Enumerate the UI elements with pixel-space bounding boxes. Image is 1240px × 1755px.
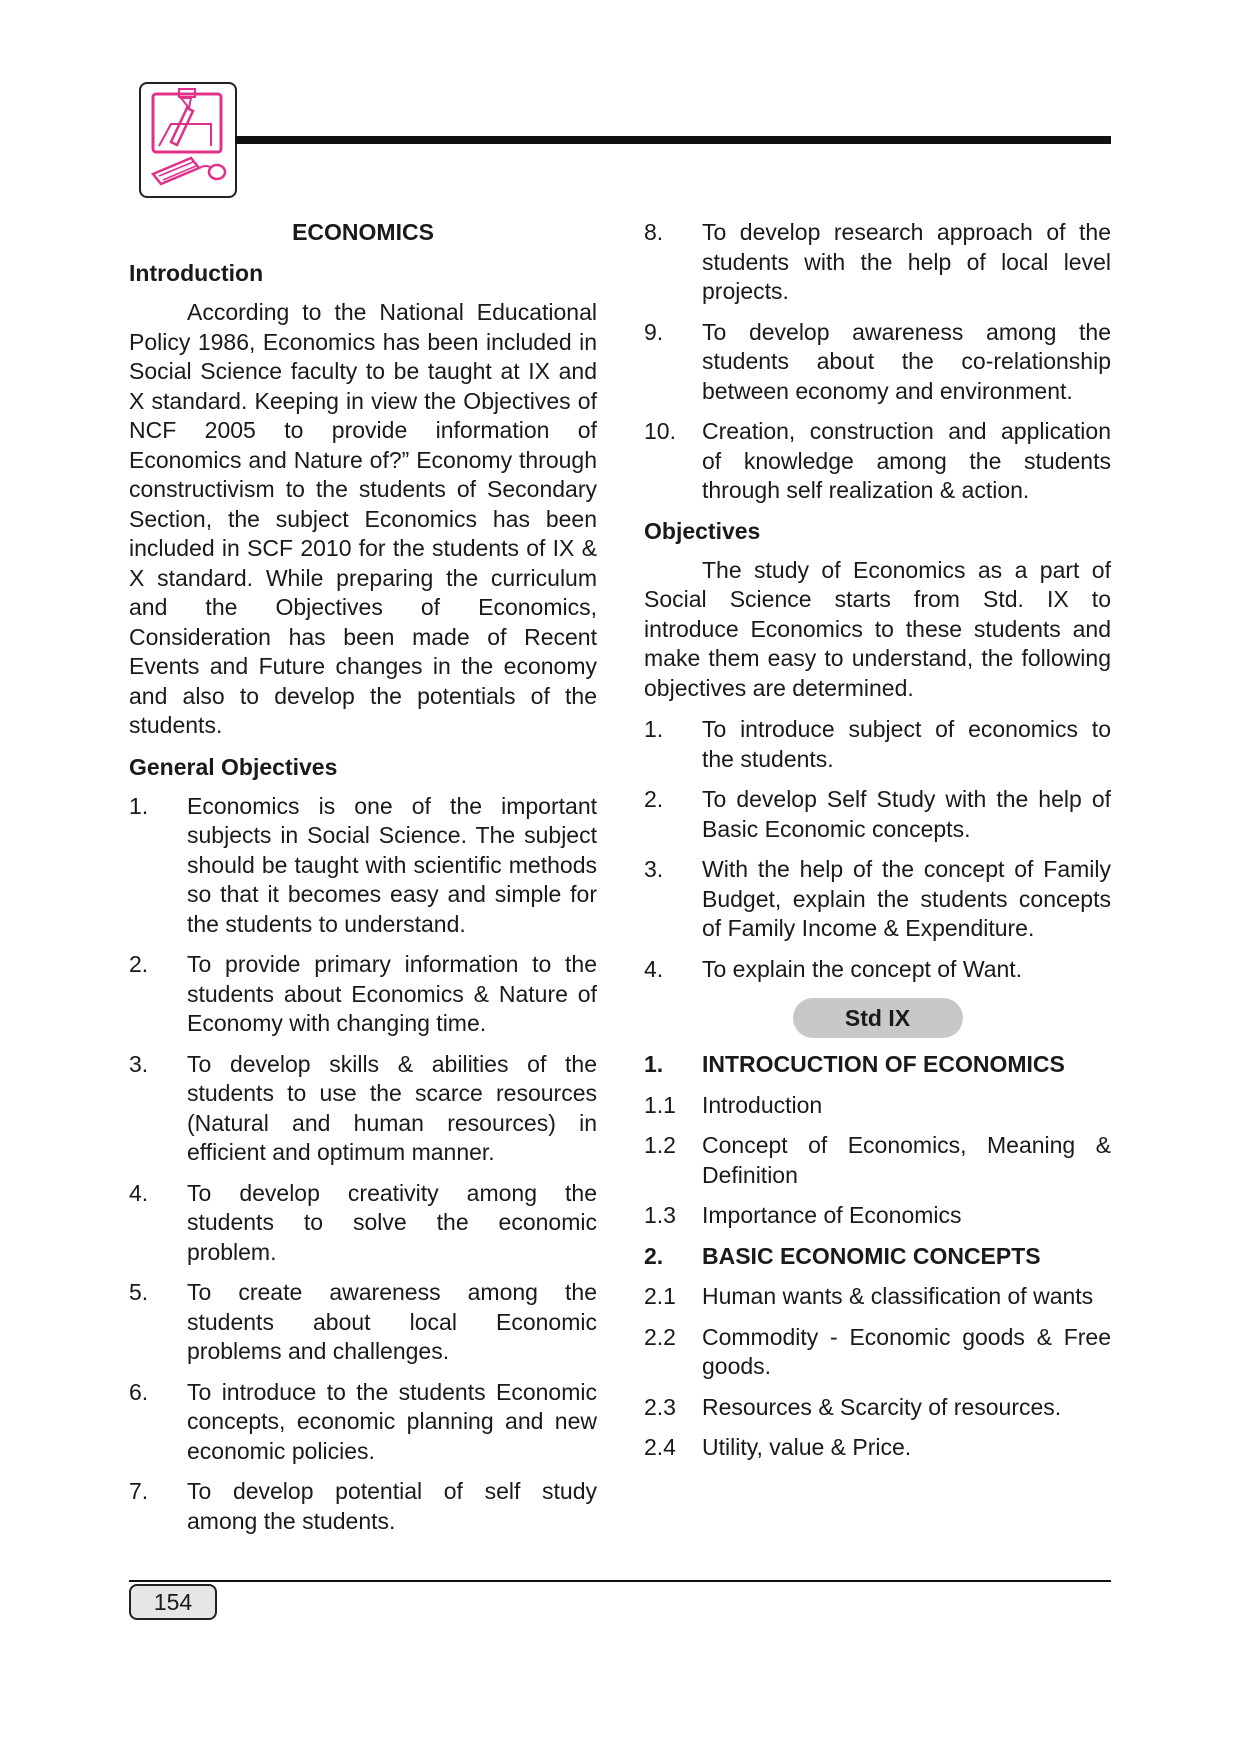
item-number: 10. (644, 418, 676, 444)
list-item (644, 855, 1111, 944)
item-number: 2. (644, 1242, 664, 1269)
page-number: 154 (129, 1584, 217, 1620)
item-number: 1.2 (644, 1132, 676, 1158)
list-item (644, 318, 1111, 407)
list-item (644, 955, 1111, 985)
item-text: To develop skills & abilities of the students to use the scarce resources (Natural and human resources) in efficient and optimum manner. (187, 1050, 597, 1165)
item-text: To introduce subject of economics to the students. (702, 716, 1111, 772)
syllabus-unit (644, 1050, 1111, 1080)
item-number: 2.4 (644, 1434, 676, 1460)
item-number: 9. (644, 318, 664, 345)
item-number: 2.2 (644, 1323, 676, 1350)
list-item (129, 1378, 597, 1467)
item-text: Concept of Economics, Meaning & Definition (702, 1132, 1111, 1188)
item-number: 2.3 (644, 1393, 676, 1420)
item-text: Importance of Economics (702, 1202, 962, 1228)
item-text: To develop creativity among the students to solve the economic problem. (187, 1179, 597, 1265)
syllabus-topic (644, 1131, 1111, 1190)
list-item (644, 715, 1111, 774)
item-number: 2. (644, 786, 664, 812)
computer-pencil-keyboard-icon (141, 84, 235, 196)
item-number: 7. (129, 1478, 149, 1504)
item-number: 8. (644, 219, 664, 245)
item-text: To explain the concept of Want. (702, 955, 1023, 982)
item-number: 5. (129, 1279, 149, 1305)
std-badge: Std IX (793, 998, 963, 1038)
item-text: Introduction (702, 1091, 823, 1118)
item-text: Utility, value & Price. (702, 1434, 912, 1460)
syllabus-topic (644, 1091, 1111, 1121)
item-text: Commodity - Economic goods & Free goods. (702, 1323, 1111, 1379)
item-text: To develop awareness among the students about the co-relationship between economy and environment. (702, 318, 1111, 404)
syllabus-topic (644, 1433, 1111, 1463)
item-number: 1. (644, 1051, 664, 1077)
logo (139, 82, 237, 198)
item-text: To develop potential of self study among the students. (187, 1478, 597, 1534)
introduction-paragraph: According to the National Educational Policy 1986, Economics has been included in Social Science faculty to be taught at IX and X standard. Keeping in view the Objectives of NCF 2005 to provide information of Economics and Nature of?” Economy through constructivism to the students of Secondary Section, the subject Economics has been included in SCF 2010 for the students of IX & X standard. While preparing the curriculum and the Objectives of Economics, Consideration has been made of Recent Events and Future changes in the economy and also to develop the potentials of the students. (129, 299, 597, 738)
header-rule (235, 136, 1111, 144)
list-item (129, 1278, 597, 1367)
list-item (129, 1050, 597, 1168)
syllabus-topic (644, 1201, 1111, 1231)
syllabus-unit (644, 1242, 1111, 1272)
item-text: Resources & Scarcity of resources. (702, 1393, 1062, 1420)
general-objectives-heading: General Objectives (129, 753, 338, 780)
objectives-paragraph: The study of Economics as a part of Social Science starts from Std. IX to introduce Economics to these students and make them easy to understand, the following objectives are determined. (644, 556, 1111, 701)
item-text: INTROCUCTION OF ECONOMICS (702, 1051, 1065, 1077)
footer-rule (129, 1580, 1111, 1582)
syllabus-topic (644, 1323, 1111, 1382)
list-item (644, 218, 1111, 307)
left-column (129, 218, 597, 1547)
item-text: Human wants & classification of wants (702, 1283, 1094, 1309)
item-text: To develop Self Study with the help of Basic Economic concepts. (702, 786, 1111, 842)
item-text: To provide primary information to the students about Economics & Nature of Economy with changing time. (187, 951, 597, 1036)
list-item (129, 792, 597, 940)
item-number: 1.3 (644, 1202, 676, 1228)
item-text: Economics is one of the important subjects in Social Science. The subject should be taught with scientific methods so that it becomes easy and simple for the students to understand. (187, 792, 597, 937)
item-text: With the help of the concept of Family Budget, explain the students concepts of Family Income & Expenditure. (702, 856, 1111, 941)
item-number: 2. (129, 951, 149, 977)
list-item (129, 1477, 597, 1536)
right-column (644, 218, 1111, 1474)
syllabus-topic (644, 1282, 1111, 1312)
item-text: To develop research approach of the students with the help of local level projects. (702, 219, 1111, 304)
item-number: 6. (129, 1378, 149, 1405)
item-number: 3. (129, 1050, 149, 1077)
introduction-heading: Introduction (129, 260, 264, 286)
item-number: 1. (129, 792, 149, 819)
item-number: 3. (644, 856, 664, 882)
syllabus-topic (644, 1393, 1111, 1423)
item-number: 4. (129, 1179, 149, 1206)
list-item (129, 1179, 597, 1268)
item-text: To create awareness among the students about local Economic problems and challenges. (187, 1279, 597, 1364)
objectives-heading: Objectives (644, 517, 761, 544)
item-text: To introduce to the students Economic concepts, economic planning and new economic policies. (187, 1378, 597, 1464)
list-item (129, 950, 597, 1039)
page-title: ECONOMICS (292, 219, 434, 245)
item-number: 2.1 (644, 1283, 676, 1309)
list-item (644, 417, 1111, 506)
item-number: 1.1 (644, 1091, 676, 1118)
item-text: Creation, construction and application of knowledge among the students through self realization & action. (702, 418, 1111, 503)
item-number: 1. (644, 716, 664, 742)
item-number: 4. (644, 955, 664, 982)
item-text: BASIC ECONOMIC CONCEPTS (702, 1242, 1041, 1269)
list-item (644, 785, 1111, 844)
